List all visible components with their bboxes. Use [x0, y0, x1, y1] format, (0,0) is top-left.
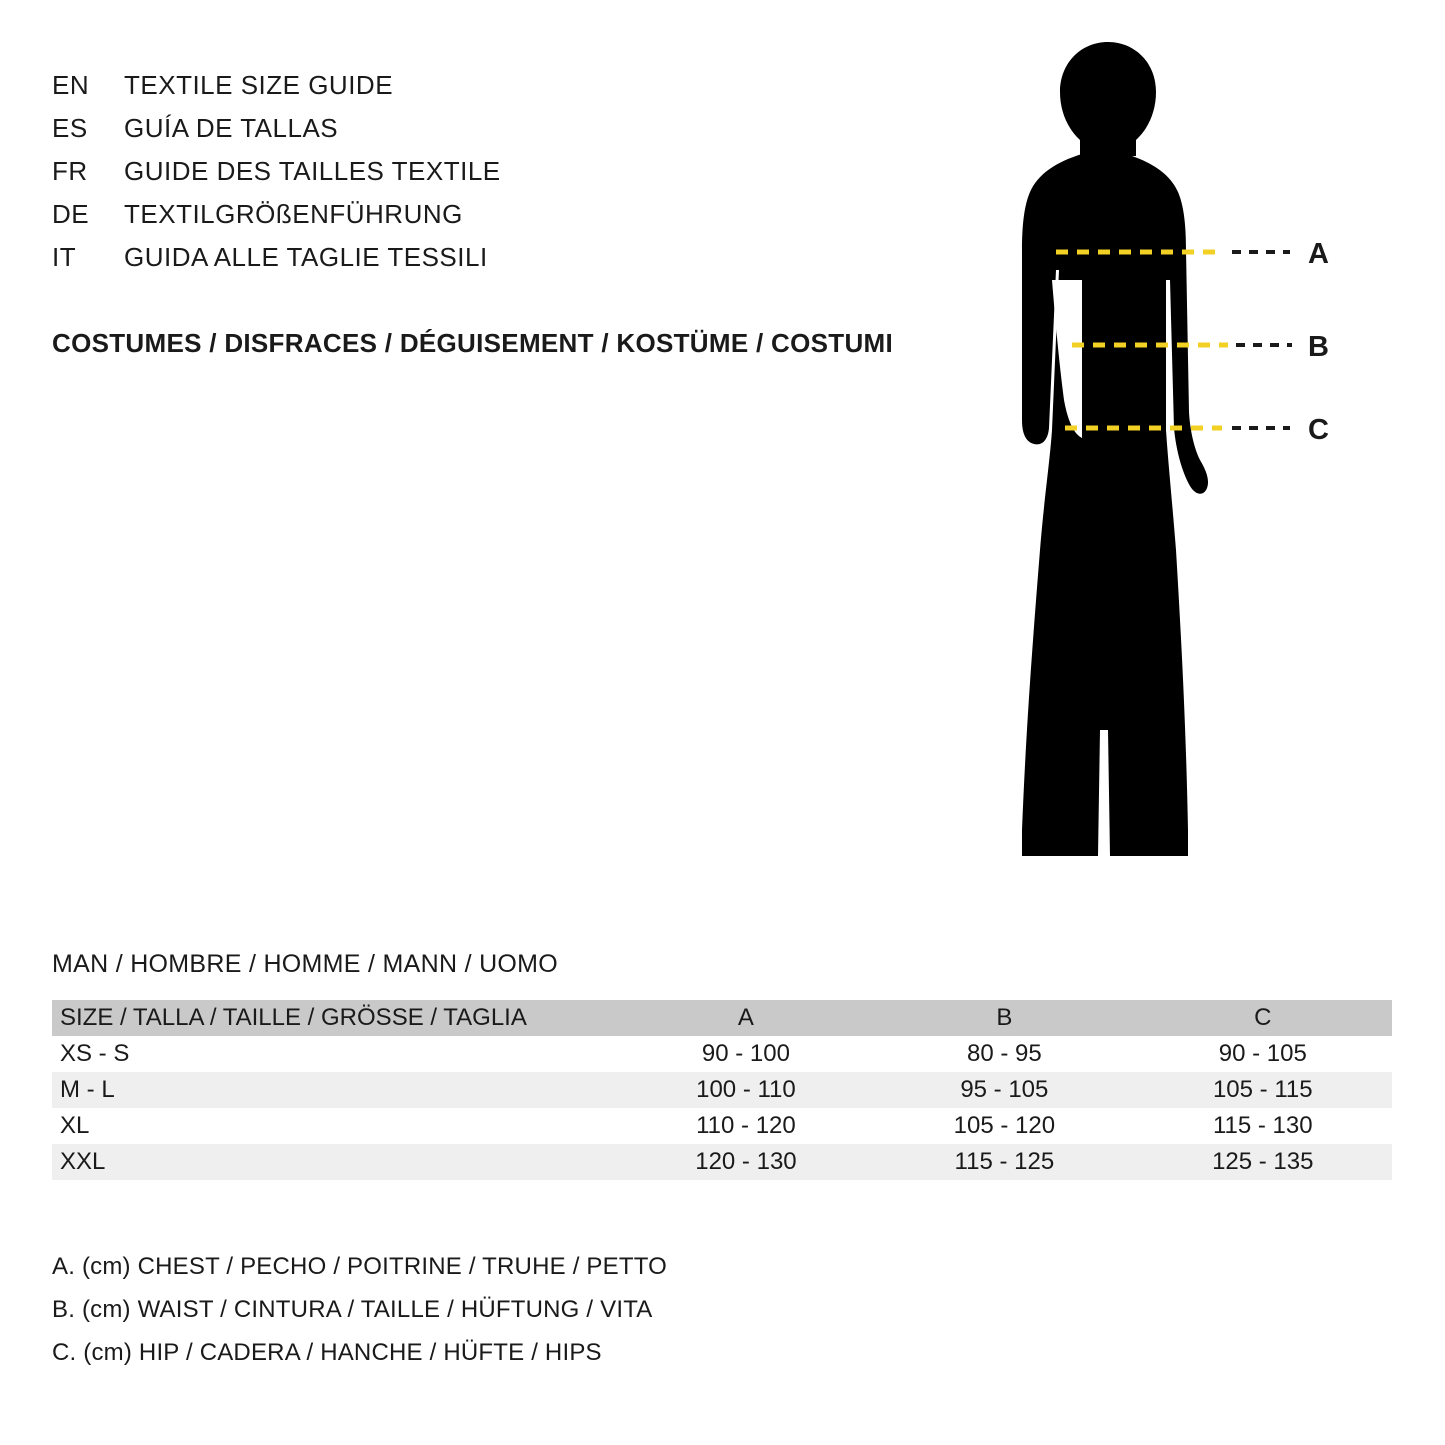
marker-label-c: C: [1308, 414, 1329, 446]
cell-a: 100 - 110: [696, 1076, 796, 1103]
marker-label-b: B: [1308, 331, 1329, 363]
table-header-c: C: [1254, 1004, 1272, 1031]
table-header-a: A: [737, 1004, 754, 1031]
cell-a: 90 - 100: [701, 1040, 790, 1067]
marker-label-a: A: [1308, 238, 1329, 270]
cell-c: 115 - 130: [1212, 1112, 1313, 1139]
table-header-b: B: [996, 1004, 1013, 1031]
language-text: GUÍA DE TALLAS: [124, 113, 339, 143]
cell-size: M - L: [60, 1076, 115, 1103]
language-row-es: [52, 113, 972, 156]
language-code: EN: [52, 70, 90, 100]
language-text: GUIDA ALLE TAGLIE TESSILI: [124, 242, 488, 272]
language-text: GUIDE DES TAILLES TEXTILE: [124, 156, 501, 186]
language-row-de: [52, 199, 972, 242]
language-code: ES: [52, 113, 88, 143]
table-row: [52, 1036, 1392, 1072]
table-row: [52, 1144, 1392, 1180]
cell-b: 105 - 120: [953, 1112, 1056, 1139]
male-silhouette-icon: [1022, 42, 1208, 856]
table-header-row: [52, 1000, 1392, 1036]
cell-size: XS - S: [60, 1040, 130, 1067]
table-row: [52, 1072, 1392, 1108]
cell-size: XL: [60, 1112, 90, 1139]
legend-item-c: C. (cm) HIP / CADERA / HANCHE / HÜFTE / HIPS: [52, 1339, 602, 1366]
language-row-fr: [52, 156, 972, 199]
language-code: FR: [52, 156, 88, 186]
cell-a: 120 - 130: [695, 1148, 797, 1175]
language-row-en: [52, 70, 972, 113]
language-text: TEXTILE SIZE GUIDE: [124, 70, 394, 100]
language-row-it: [52, 242, 972, 285]
language-code: DE: [52, 199, 90, 229]
language-text: TEXTILGRÖßENFÜHRUNG: [124, 199, 463, 229]
measurement-legend: [52, 1245, 1052, 1374]
cell-b: 95 - 105: [960, 1076, 1049, 1103]
cell-b: 80 - 95: [966, 1040, 1042, 1067]
cell-c: 90 - 105: [1218, 1040, 1307, 1067]
category-title: COSTUMES / DISFRACES / DÉGUISEMENT / KOSTÜME / COSTUMI: [52, 328, 894, 358]
language-code: IT: [52, 242, 77, 272]
language-list: [52, 70, 972, 285]
legend-item-a: A. (cm) CHEST / PECHO / POITRINE / TRUHE / PETTO: [52, 1253, 668, 1280]
legend-item-b: B. (cm) WAIST / CINTURA / TAILLE / HÜFTUNG / VITA: [52, 1296, 653, 1323]
body-measurement-figure: [960, 30, 1380, 890]
cell-a: 110 - 120: [696, 1112, 796, 1139]
cell-c: 125 - 135: [1212, 1148, 1314, 1175]
section-title: MAN / HOMBRE / HOMME / MANN / UOMO: [52, 950, 559, 978]
cell-size: XXL: [60, 1148, 106, 1175]
table-header-size: SIZE / TALLA / TAILLE / GRÖSSE / TAGLIA: [60, 1004, 527, 1031]
cell-c: 105 - 115: [1212, 1076, 1313, 1103]
table-row: [52, 1108, 1392, 1144]
cell-b: 115 - 125: [954, 1148, 1055, 1175]
size-table: [52, 1000, 1392, 1180]
